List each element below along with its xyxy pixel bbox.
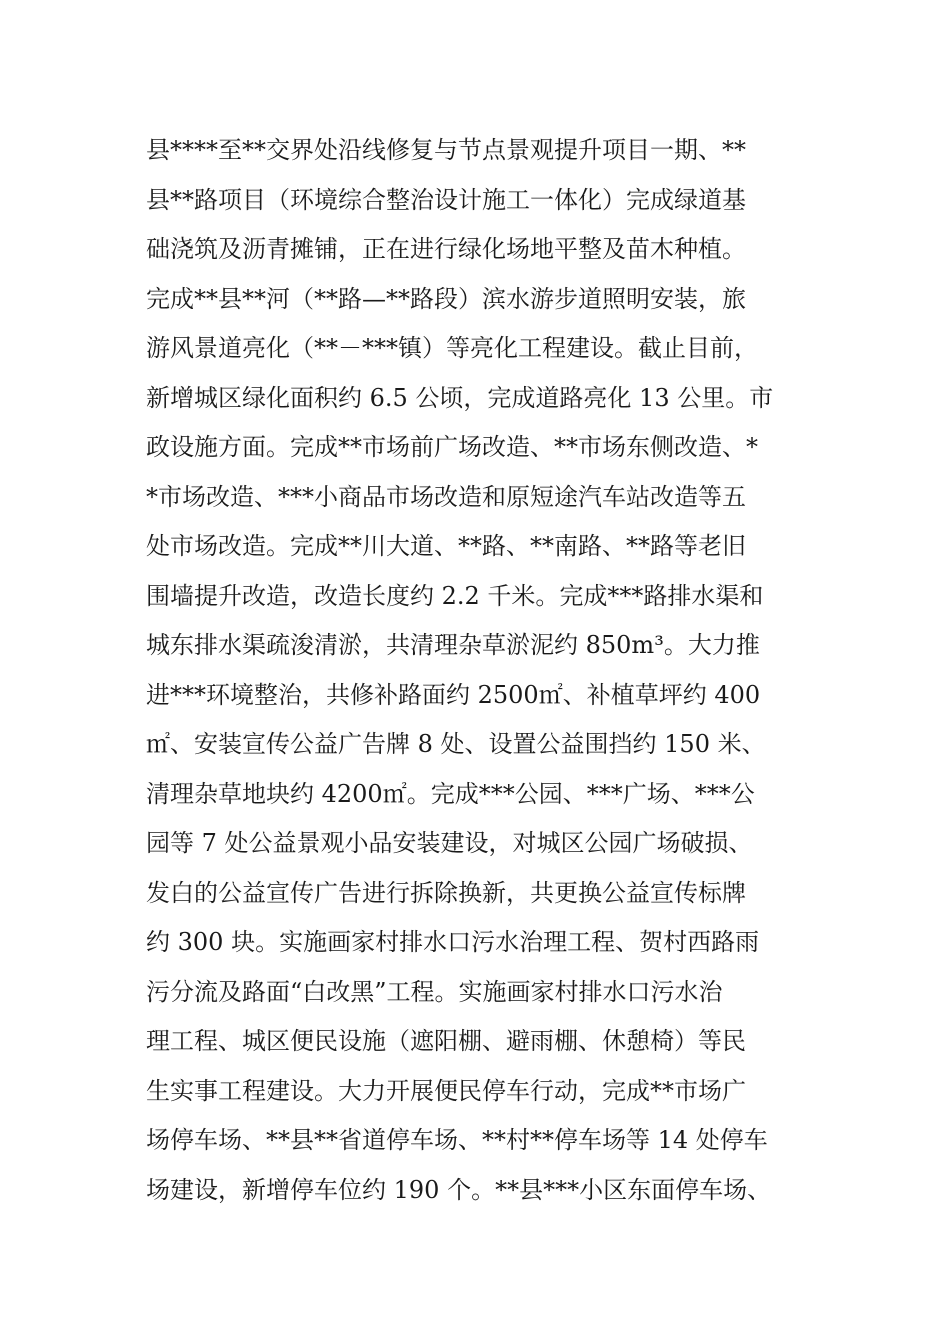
text-line-14: 清理杂草地块约 4200㎡。完成***公园、***广场、***公 — [146, 779, 755, 808]
text-line-19: 理工程、城区便民设施（遮阳棚、避雨棚、休憩椅）等民 — [146, 1027, 746, 1055]
text-line-18: 污分流及路面“白改黑”工程。实施画家村排水口污水治 — [146, 977, 723, 1006]
body-paragraph — [146, 126, 816, 1215]
text-line-10: 围墙提升改造，改造长度约 2.2 千米。完成***路排水渠和 — [146, 581, 764, 610]
text-line-6: 新增城区绿化面积约 6.5 公顷，完成道路亮化 13 公里。市 — [146, 383, 774, 412]
text-line-8: *市场改造、***小商品市场改造和原短途汽车站改造等五 — [146, 482, 746, 511]
text-line-16: 发白的公益宣传广告进行拆除换新，共更换公益宣传标牌 — [146, 878, 746, 907]
text-line-15: 园等 7 处公益景观小品安装建设，对城区公园广场破损、 — [146, 829, 753, 857]
text-line-7: 政设施方面。完成**市场前广场改造、**市场东侧改造、* — [146, 433, 758, 461]
text-line-2: 县**路项目（环境综合整治设计施工一体化）完成绿道基 — [146, 185, 746, 214]
text-line-5: 游风景道亮化（**－***镇）等亮化工程建设。截止目前， — [146, 334, 758, 362]
text-line-20: 生实事工程建设。大力开展便民停车行动，完成**市场广 — [146, 1076, 746, 1105]
text-line-12: 进***环境整治，共修补路面约 2500㎡、补植草坪约 400 — [146, 680, 761, 709]
text-line-22: 场建设，新增停车位约 190 个。**县***小区东面停车场、 — [146, 1175, 772, 1204]
text-line-4: 完成**县**河（**路—**路段）滨水游步道照明安装，旅 — [146, 284, 746, 313]
text-line-3: 础浇筑及沥青摊铺，正在进行绿化场地平整及苗木种植。 — [146, 235, 746, 263]
text-line-13: ㎡、安装宣传公益广告牌 8 处、设置公益围挡约 150 米、 — [146, 730, 766, 758]
text-line-17: 约 300 块。实施画家村排水口污水治理工程、贺村西路雨 — [146, 928, 760, 956]
text-line-21: 场停车场、**县**省道停车场、**村**停车场等 14 处停车 — [146, 1126, 768, 1154]
text-line-9: 处市场改造。完成**川大道、**路、**南路、**路等老旧 — [146, 532, 746, 560]
text-line-1: 县****至**交界处沿线修复与节点景观提升项目一期、** — [146, 136, 746, 164]
text-line-11: 城东排水渠疏浚清淤，共清理杂草淤泥约 850m³。大力推 — [146, 631, 760, 659]
